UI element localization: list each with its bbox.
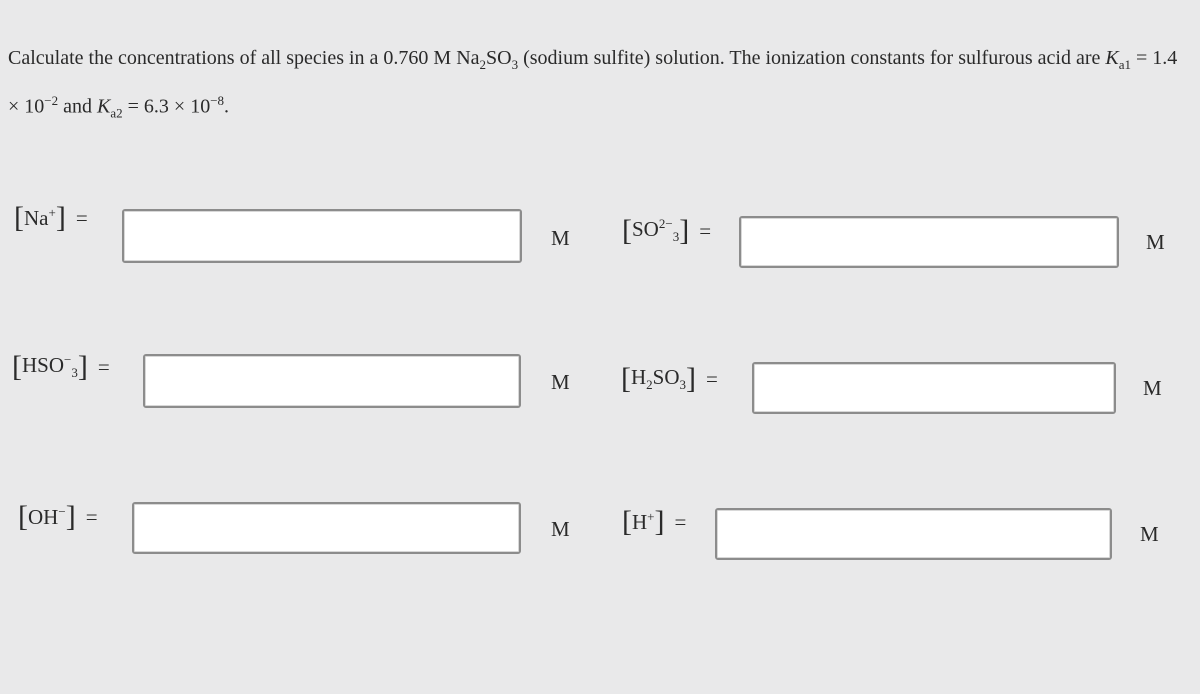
- so3-concentration-input[interactable]: [739, 216, 1119, 268]
- h-label: [ H+ ] =: [622, 505, 687, 538]
- hso3-unit: M: [551, 370, 570, 394]
- oh-label: [ OH− ] =: [18, 500, 98, 533]
- oh-concentration-input[interactable]: [132, 502, 521, 554]
- h2so3-concentration-input[interactable]: [752, 362, 1116, 414]
- question-text: Calculate the concentrations of all species in a 0.760 M $Na_2SO_3$ (sodium sulfite) solution. The ionization constants for sulfurous acid are $K_{a1} = 1.4 \times 10^{-2}$ and $K_{a2} = 6.3 \times 10^{-8}$.: [8, 47, 1178, 121]
- h-concentration-input[interactable]: [715, 508, 1112, 560]
- h-unit: M: [1140, 522, 1159, 546]
- na-label: [ Na+ ] =: [14, 201, 88, 234]
- so3-unit: M: [1146, 230, 1165, 254]
- hso3-concentration-input[interactable]: [143, 354, 521, 408]
- so3-label: [ $SO^{2-}_3$ ] =: [622, 214, 712, 247]
- na-concentration-input[interactable]: [122, 209, 522, 263]
- h2so3-label: [ $H_2SO_3$ ] =: [621, 362, 718, 395]
- oh-unit: M: [551, 517, 570, 541]
- hso3-label: [ $HSO^-_3$ ] =: [12, 350, 110, 383]
- na-unit: M: [551, 226, 570, 250]
- h2so3-unit: M: [1143, 376, 1162, 400]
